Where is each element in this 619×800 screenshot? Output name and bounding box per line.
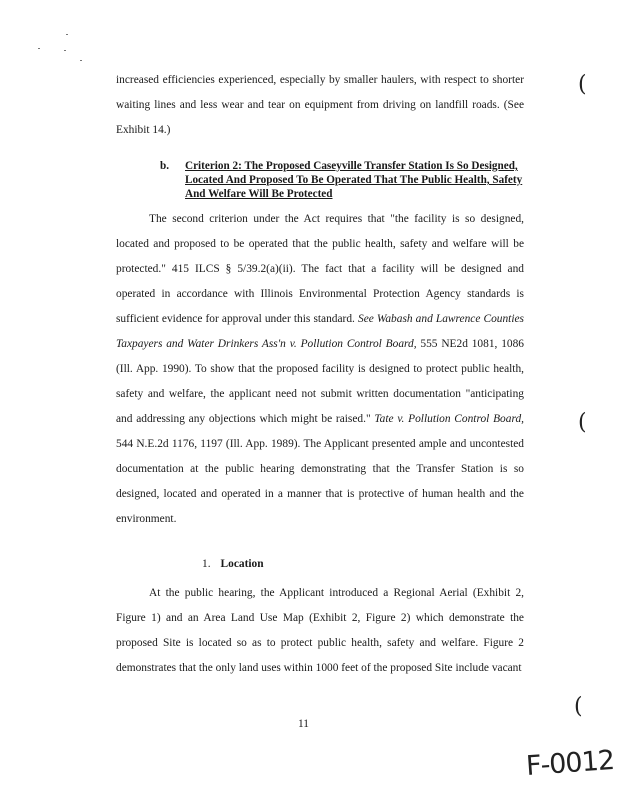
scan-speck — [64, 50, 66, 51]
case-citation: See Wabash and Lawrence Counties Taxpayers and Water Drinkers Ass'n v. Pollution Control Board, — [116, 313, 524, 350]
margin-mark: ( — [578, 410, 587, 435]
subheading-number: 1. — [202, 558, 211, 570]
subheading-label: Location — [220, 558, 264, 570]
paragraph-location: At the public hearing, the Applicant introduced a Regional Aerial (Exhibit 2, Figure 1) and an Area Land Use Map (Exhibit 2, Figure 2) which demonstrate the proposed Site is located so as to protect public health, safety and welfare. Figure 2 demonstrates that the only land uses within 1000 feet of the proposed Site include vacant — [116, 587, 524, 674]
margin-mark: ( — [578, 72, 587, 97]
paragraph-text: 544 N.E.2d 1176, 1197 (Ill. App. 1989). The Applicant presented ample and uncontested documentation at the public hearing demonstrating that the Transfer Station is so designed, located and operated in a manner that is protective of human health and the environment. — [116, 438, 524, 525]
paragraph-text: The second criterion under the Act requires that "the facility is so designed, located and proposed to be operated that the public health, safety and welfare will be protected." 415 ILCS § 5/39.2(a)(ii). The fact that a facility will be designed and operated in accordance with Illinois Environmental Protection Agency standards is sufficient evidence for approval under this standard. — [116, 213, 524, 325]
margin-mark: ( — [574, 694, 583, 719]
case-citation: Tate v. Pollution Control Board, — [374, 413, 524, 425]
heading-text: Criterion 2: The Proposed Caseyville Transfer Station Is So Designed, Located And Proposed To Be Operated That The Public Health, Safety And Welfare Will Be Protected — [185, 160, 523, 200]
page-number: 11 — [298, 718, 309, 730]
scan-speck — [80, 60, 82, 61]
heading-letter: b. — [160, 160, 170, 172]
bates-stamp: F-0012 — [525, 744, 615, 783]
subheading-location — [202, 558, 264, 570]
paragraph-text: 555 NE2d 1081, 1086 (Ill. App. 1990). To show that the proposed facility is designed to protect public health, safety and welfare, the applicant need not submit written documentation "anticipating and addressing any objections which might be raised." — [116, 338, 524, 425]
paragraph-continuation: increased efficiencies experienced, especially by smaller haulers, with respect to shorter waiting lines and less wear and tear on equipment from driving on landfill roads. (See Exhibit 14.) — [116, 74, 524, 136]
paragraph-criterion-2 — [116, 207, 524, 532]
section-heading-criterion-2 — [160, 159, 524, 201]
scan-speck — [38, 48, 40, 49]
scan-speck — [66, 34, 68, 35]
